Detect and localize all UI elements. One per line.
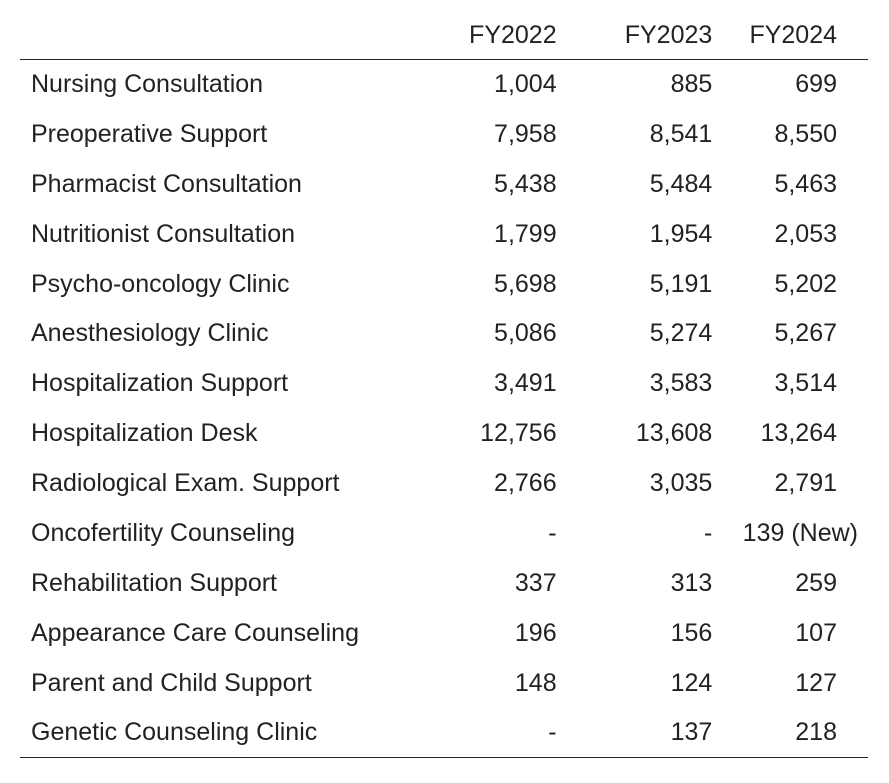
header-row bbox=[20, 12, 868, 60]
row-label: Hospitalization Desk bbox=[31, 419, 258, 448]
row-label: Preoperative Support bbox=[31, 119, 268, 148]
cell-fy2022: 2,766 bbox=[494, 469, 557, 498]
cell-fy2022: 7,958 bbox=[494, 119, 557, 148]
cell-fy2024: 3,514 bbox=[774, 369, 837, 398]
cell-fy2023: 5,274 bbox=[649, 319, 713, 348]
cell-fy2022: 1,799 bbox=[494, 219, 557, 248]
cell-fy2023: 3,583 bbox=[649, 369, 713, 398]
row-label: Nursing Consultation bbox=[31, 70, 264, 99]
cell-fy2022: - bbox=[548, 518, 557, 547]
cell-fy2024: 13,264 bbox=[760, 419, 837, 448]
row-label: Anesthesiology Clinic bbox=[31, 319, 269, 348]
cell-fy2024: 107 bbox=[795, 618, 837, 647]
table-row bbox=[20, 309, 868, 359]
cell-fy2024: 259 bbox=[795, 568, 837, 597]
cell-fy2023: 1,954 bbox=[649, 219, 713, 248]
table-row bbox=[20, 409, 868, 459]
header-fy2022: FY2022 bbox=[435, 12, 556, 60]
table-row bbox=[20, 60, 868, 110]
cell-fy2024: 699 bbox=[795, 70, 837, 99]
cell-fy2024: 8,550 bbox=[774, 119, 837, 148]
cell-fy2023: 5,484 bbox=[649, 169, 713, 198]
cell-fy2023: 885 bbox=[670, 70, 713, 99]
row-label: Rehabilitation Support bbox=[31, 568, 277, 597]
cell-fy2023: 313 bbox=[670, 568, 713, 597]
cell-fy2023: 13,608 bbox=[635, 419, 713, 448]
header-fy2024: FY2024 bbox=[712, 12, 868, 60]
cell-fy2022: 1,004 bbox=[494, 70, 557, 99]
table-row bbox=[20, 159, 868, 209]
cell-fy2023: 3,035 bbox=[649, 469, 713, 498]
cell-fy2023: 156 bbox=[670, 618, 713, 647]
cell-fy2023: 5,191 bbox=[649, 269, 713, 298]
cell-fy2024-new: 139 (New) bbox=[742, 518, 858, 547]
row-label: Parent and Child Support bbox=[31, 668, 312, 697]
row-label: Psycho-oncology Clinic bbox=[31, 269, 290, 298]
cell-fy2023: 8,541 bbox=[649, 119, 713, 148]
cell-fy2022: 3,491 bbox=[494, 369, 557, 398]
cell-fy2024: 127 bbox=[795, 668, 837, 697]
row-label: Radiological Exam. Support bbox=[31, 469, 340, 498]
cell-fy2022: 12,756 bbox=[480, 419, 557, 448]
table-row bbox=[20, 209, 868, 259]
service-usage-table-container bbox=[20, 12, 868, 758]
cell-fy2022: - bbox=[435, 708, 556, 758]
row-label: Nutritionist Consultation bbox=[31, 219, 296, 248]
row-label: Oncofertility Counseling bbox=[31, 518, 296, 547]
cell-fy2024: 218 bbox=[712, 708, 868, 758]
row-label: Hospitalization Support bbox=[31, 369, 289, 398]
table-row bbox=[20, 658, 868, 708]
table-row bbox=[20, 459, 868, 509]
table-row bbox=[20, 708, 868, 758]
cell-fy2022: 337 bbox=[514, 568, 557, 597]
cell-fy2024: 5,202 bbox=[774, 269, 837, 298]
cell-fy2023: - bbox=[703, 518, 713, 547]
row-label: Genetic Counseling Clinic bbox=[20, 708, 435, 758]
cell-fy2024: 5,463 bbox=[774, 169, 837, 198]
cell-fy2022: 5,086 bbox=[494, 319, 557, 348]
cell-fy2024: 2,791 bbox=[774, 469, 837, 498]
cell-fy2024: 2,053 bbox=[774, 219, 837, 248]
cell-fy2023: 137 bbox=[557, 708, 713, 758]
cell-fy2024: 5,267 bbox=[774, 319, 837, 348]
table-row bbox=[20, 558, 868, 608]
cell-fy2022: 5,698 bbox=[494, 269, 557, 298]
table-row bbox=[20, 259, 868, 309]
table-row bbox=[20, 509, 868, 559]
header-fy2023: FY2023 bbox=[557, 12, 713, 60]
header-label-column bbox=[20, 12, 435, 60]
cell-fy2022: 196 bbox=[514, 618, 557, 647]
service-usage-table bbox=[20, 12, 868, 758]
cell-fy2022: 148 bbox=[514, 668, 557, 697]
table-row bbox=[20, 109, 868, 159]
cell-fy2023: 124 bbox=[670, 668, 713, 697]
table-row bbox=[20, 608, 868, 658]
table-row bbox=[20, 359, 868, 409]
row-label: Appearance Care Counseling bbox=[31, 618, 359, 647]
cell-fy2022: 5,438 bbox=[494, 169, 557, 198]
row-label: Pharmacist Consultation bbox=[31, 169, 302, 198]
